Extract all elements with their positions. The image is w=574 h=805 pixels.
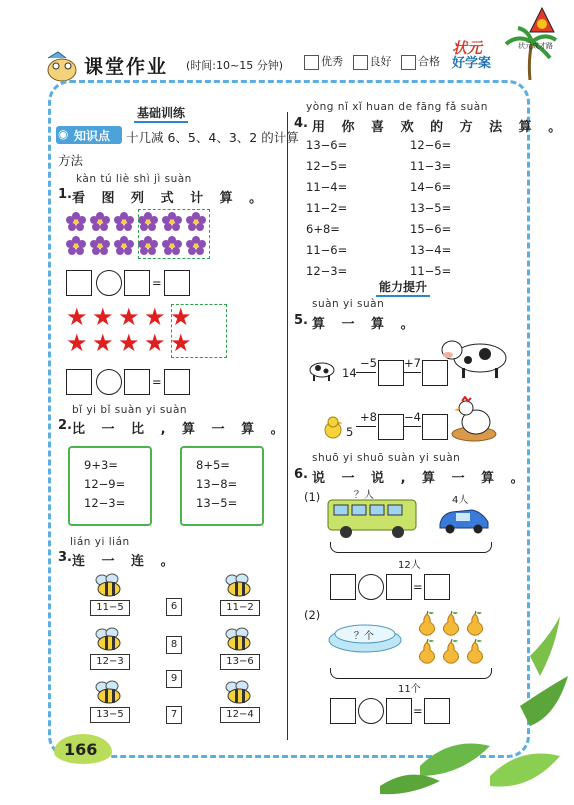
grade-label-good: 良好 xyxy=(369,55,392,68)
q3-text: 连 一 连 。 xyxy=(72,554,180,569)
q4-right-equation: 11−5= xyxy=(410,264,452,278)
q5-row1-arrow2 xyxy=(403,372,421,373)
q3-number-2[interactable]: 8 xyxy=(166,636,182,654)
bus-icon xyxy=(326,496,418,544)
q1b-equals: = xyxy=(152,375,162,389)
q6-p1-total: 12人 xyxy=(398,560,421,571)
q2-left-line-3: 12−3= xyxy=(84,496,126,510)
q4-right-equation: 13−5= xyxy=(410,201,452,215)
grade-label-excellent: 优秀 xyxy=(321,55,343,68)
q3-left-tag-3[interactable]: 13−5 xyxy=(90,707,130,723)
q2-right-line-2: 13−8= xyxy=(196,477,238,491)
q5-row2-op1: +8 xyxy=(360,410,377,424)
corner-text: 状元成才路 xyxy=(518,42,553,50)
grade-checkbox-good[interactable] xyxy=(353,55,368,70)
q6-p1-operator-circle[interactable] xyxy=(358,574,384,600)
q1a-equals: = xyxy=(152,276,162,290)
chick-icon xyxy=(322,416,344,444)
q4-left-equation: 12−3= xyxy=(306,264,348,278)
q4-left-equation: 12−5= xyxy=(306,159,348,173)
flower-icon xyxy=(90,212,110,232)
bee-icon xyxy=(222,626,256,650)
q5-row2-box1[interactable] xyxy=(378,414,404,440)
star-icon: ★ xyxy=(144,329,166,357)
q2-number: 2. xyxy=(58,418,72,433)
q1a-answer-box-2[interactable] xyxy=(124,270,150,296)
q3-right-tag-1[interactable]: 11−2 xyxy=(220,600,260,616)
car-icon xyxy=(436,502,492,538)
q1b-answer-box-2[interactable] xyxy=(124,369,150,395)
flower-icon xyxy=(114,212,134,232)
q6-plate-label: ？个 xyxy=(354,631,374,642)
q5-row2-arrow1 xyxy=(356,426,376,427)
q5-row1-start: 14 xyxy=(342,366,357,380)
q6-p2-total: 11个 xyxy=(398,684,421,695)
q3-right-tag-2[interactable]: 13−6 xyxy=(220,654,260,670)
bee-icon xyxy=(92,679,126,703)
q3-number-3[interactable]: 9 xyxy=(166,670,182,688)
flower-icon xyxy=(90,236,110,256)
q6-pinyin: shuō yi shuō suàn yi suàn xyxy=(312,452,461,464)
knowledge-badge xyxy=(56,126,122,144)
q3-right-tag-3[interactable]: 12−4 xyxy=(220,707,260,723)
flower-icon xyxy=(114,236,134,256)
q1a-operator-circle[interactable] xyxy=(96,270,122,296)
star-dashed-box xyxy=(171,304,227,358)
q4-right-equation: 15−6= xyxy=(410,222,452,236)
q4-number: 4. xyxy=(294,116,308,131)
knowledge-text: 十几减 6、5、4、3、2 的计算 xyxy=(126,130,299,145)
page-number: 166 xyxy=(64,740,98,759)
grade-checkbox-excellent[interactable] xyxy=(304,55,319,70)
star-icon: ★ xyxy=(118,303,140,331)
q6-p2-box1[interactable] xyxy=(330,698,356,724)
star-icon: ★ xyxy=(66,303,88,331)
q3-number-4[interactable]: 7 xyxy=(166,706,182,724)
q4-right-equation: 12−6= xyxy=(410,138,452,152)
q5-row2-op2: −4 xyxy=(404,410,421,424)
bee-icon xyxy=(222,679,256,703)
q2-left-line-2: 12−9= xyxy=(84,477,126,491)
knowledge-text-cont: 方法 xyxy=(58,153,84,168)
q1-number: 1. xyxy=(58,187,72,202)
q3-number-1[interactable]: 6 xyxy=(166,598,182,616)
q3-left-tag-1[interactable]: 11−5 xyxy=(90,600,130,616)
q3-left-tag-2[interactable]: 12−3 xyxy=(90,654,130,670)
brand-bottom: 好学案 xyxy=(452,56,492,71)
brand-logo xyxy=(452,40,491,72)
section-title-advanced: 能力提升 xyxy=(376,278,430,297)
q4-left-equation: 11−4= xyxy=(306,180,348,194)
q2-left-line-1: 9+3= xyxy=(84,458,118,472)
brand-top: 状元 xyxy=(452,39,483,57)
flower-icon xyxy=(66,236,86,256)
q5-pinyin: suàn yi suàn xyxy=(312,298,385,310)
q1a-answer-box-1[interactable] xyxy=(66,270,92,296)
q5-row1-arrow1 xyxy=(356,372,376,373)
q4-pinyin: yòng nǐ xǐ huan de fāng fǎ suàn xyxy=(306,101,488,113)
bee-icon xyxy=(92,626,126,650)
q4-right-equation: 14−6= xyxy=(410,180,452,194)
q4-left-equation: 13−6= xyxy=(306,138,348,152)
q6-bus-label: ？人 xyxy=(354,490,374,501)
q4-left-equation: 6+8= xyxy=(306,222,340,236)
q5-row2-box2[interactable] xyxy=(422,414,448,440)
q1-pinyin: kàn tú liè shì jì suàn xyxy=(76,173,192,185)
q5-text: 算 一 算 。 xyxy=(312,317,420,332)
small-cow-icon xyxy=(308,358,338,386)
q1-text: 看 图 列 式 计 算 。 xyxy=(72,191,269,206)
q6-text: 说 一 说 , 算 一 算 。 xyxy=(312,471,530,486)
q6-p1-equals: = xyxy=(413,580,423,594)
q2-right-line-3: 13−5= xyxy=(196,496,238,510)
q5-row1-op2: +7 xyxy=(404,356,421,370)
flower-icon xyxy=(66,212,86,232)
star-icon: ★ xyxy=(92,329,114,357)
q3-number: 3. xyxy=(58,550,72,565)
grade-checkbox-pass[interactable] xyxy=(401,55,416,70)
q1b-operator-circle[interactable] xyxy=(96,369,122,395)
q1b-answer-box-3[interactable] xyxy=(164,369,190,395)
bee-icon xyxy=(222,572,256,596)
hen-icon xyxy=(448,396,498,448)
grade-options xyxy=(302,53,440,70)
q4-text: 用 你 喜 欢 的 方 法 算 。 xyxy=(312,120,568,135)
q6-car-label: 4人 xyxy=(452,495,469,506)
q1a-answer-box-3[interactable] xyxy=(164,270,190,296)
q4-left-equation: 11−6= xyxy=(306,243,348,257)
knowledge-label: 知识点 xyxy=(74,129,111,143)
q2-right-line-1: 8+5= xyxy=(196,458,230,472)
q6-p1-box2[interactable] xyxy=(386,574,412,600)
q6-p1-box1[interactable] xyxy=(330,574,356,600)
q6-p1-brace xyxy=(330,542,492,553)
star-icon: ★ xyxy=(170,303,192,331)
q4-left-equation: 11−2= xyxy=(306,201,348,215)
q5-row1-op1: −5 xyxy=(360,356,377,370)
corner-emblem xyxy=(528,6,556,38)
q5-row2-arrow2 xyxy=(403,426,421,427)
q3-pinyin: lián yi lián xyxy=(70,536,130,548)
q6-p2-label: (2) xyxy=(304,608,321,622)
q4-right-equation: 11−3= xyxy=(410,159,452,173)
star-icon: ★ xyxy=(66,329,88,357)
q1b-answer-box-1[interactable] xyxy=(66,369,92,395)
q6-p2-equals: = xyxy=(413,704,423,718)
grade-label-pass: 合格 xyxy=(418,55,440,68)
bee-icon xyxy=(92,572,126,596)
q2-pinyin: bǐ yi bǐ suàn yi suàn xyxy=(72,404,188,416)
leaf-decoration-icon xyxy=(380,616,570,800)
star-icon: ★ xyxy=(92,303,114,331)
q6-number: 6. xyxy=(294,467,308,482)
q5-row2-start: 5 xyxy=(346,425,354,439)
q5-number: 5. xyxy=(294,313,308,328)
q6-p1-label: (1) xyxy=(304,490,321,504)
page-header-title: 课堂作业 xyxy=(84,56,169,78)
star-icon: ★ xyxy=(144,303,166,331)
star-icon: ★ xyxy=(170,329,192,357)
star-icon: ★ xyxy=(118,329,140,357)
q4-right-equation: 13−4= xyxy=(410,243,452,257)
cat-icon: ◉ xyxy=(58,127,69,141)
big-cow-icon xyxy=(440,330,510,384)
section-title-basic: 基础训练 xyxy=(134,104,188,123)
q2-text: 比 一 比 , 算 一 算 。 xyxy=(72,422,290,437)
flower-dashed-box xyxy=(138,209,210,259)
q6-p1-box3[interactable] xyxy=(424,574,450,600)
time-note: (时间:10~15 分钟) xyxy=(186,59,283,72)
q5-row1-box1[interactable] xyxy=(378,360,404,386)
